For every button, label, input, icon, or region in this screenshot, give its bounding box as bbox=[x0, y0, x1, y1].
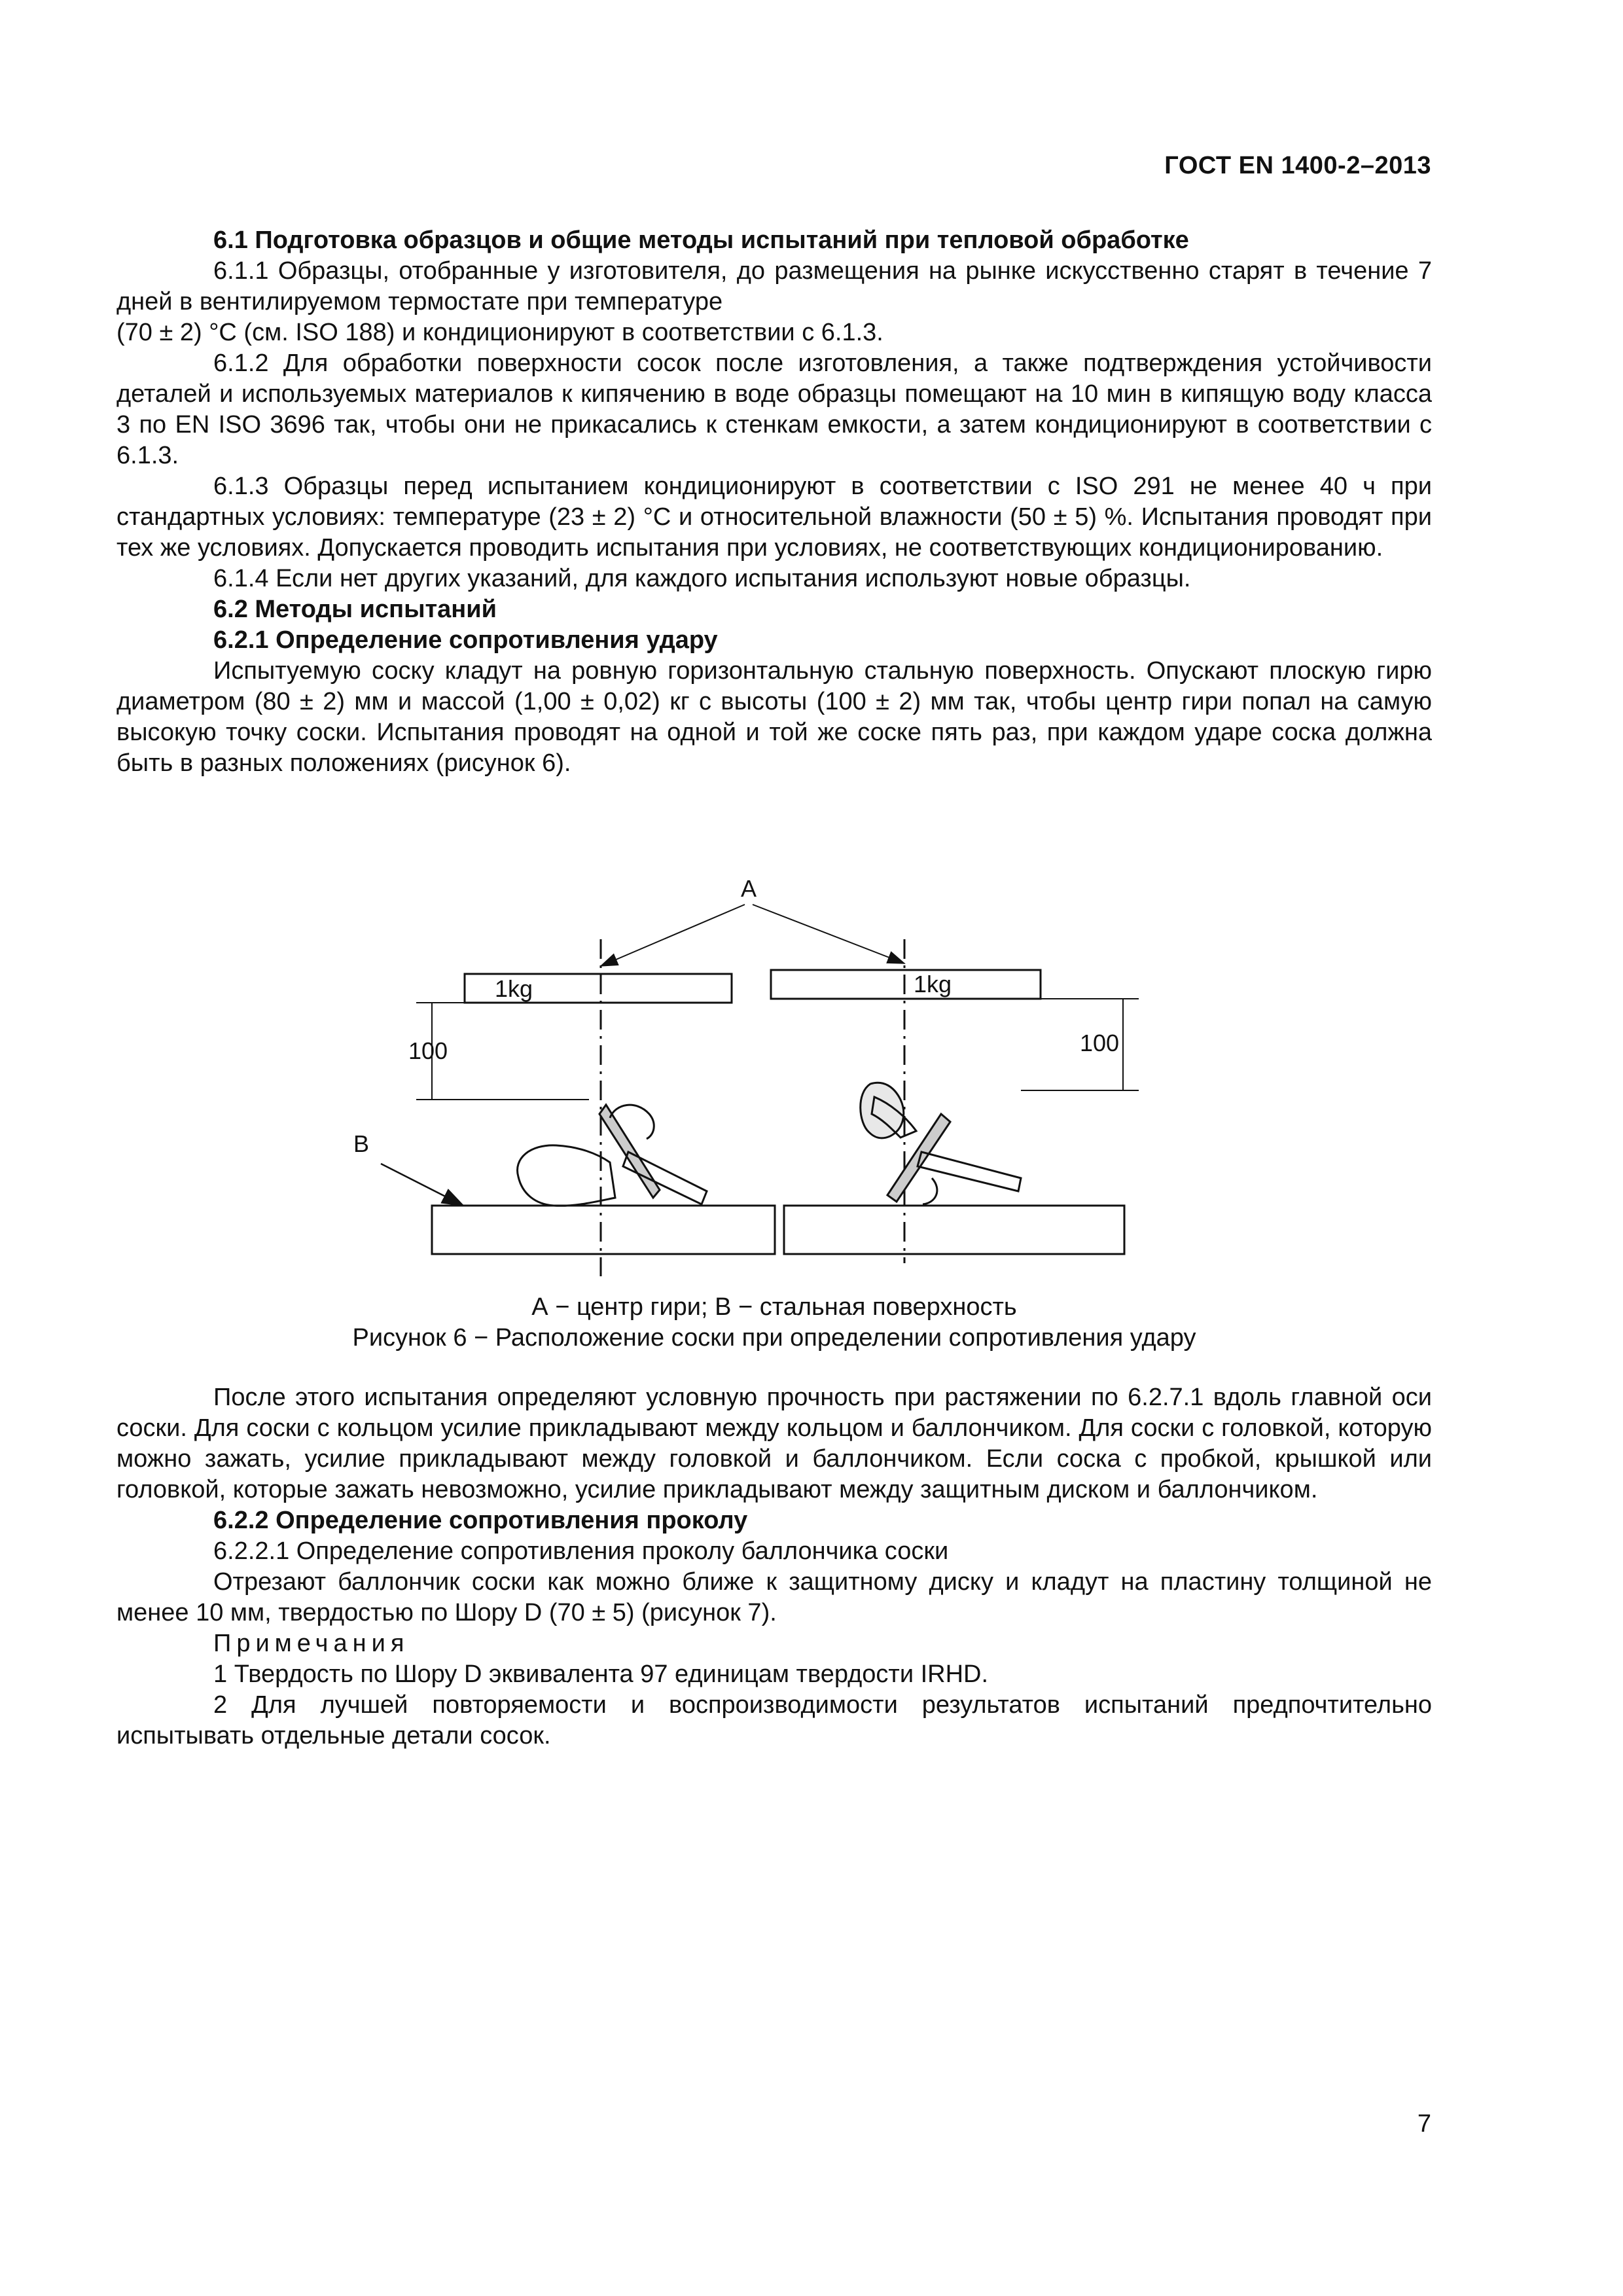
page-number: 7 bbox=[1417, 2110, 1431, 2138]
arrow-a-right bbox=[753, 905, 904, 963]
weight-right-label: 1kg bbox=[914, 971, 952, 997]
note-2: 2 Для лучшей повторяемости и воспроизводимости результатов испытаний предпочтительно испытывать отдельные детали сосок. bbox=[116, 1691, 1432, 1749]
figure-6 bbox=[353, 870, 1178, 1276]
paragraph-6-1-3: 6.1.3 Образцы перед испытанием кондиционируют в соответствии с ISO 291 не менее 40 ч при стандартных условиях: температуре (23 ± 2) °С и относительной влажности (50 ± 5) %. Испытания проводят при тех же условиях. Допускается проводить испытания при условиях, не соответствующих кондиционированию. bbox=[116, 473, 1432, 562]
weight-left-label: 1kg bbox=[495, 975, 533, 1002]
text-block-bottom bbox=[116, 1382, 1432, 1751]
pacifier-left bbox=[518, 1105, 707, 1206]
paragraph-6-1-1: 6.1.1 Образцы, отобранные у изготовителя, до размещения на рынке искусственно старят в течение 7 дней в вентилируемом термостате при температуре bbox=[116, 257, 1432, 315]
steel-surface-left bbox=[432, 1206, 775, 1254]
arrow-a-left bbox=[601, 905, 745, 966]
heading-6-2-1: 6.2.1 Определение сопротивления удару bbox=[213, 626, 718, 654]
document-header: ГОСТ EN 1400-2–2013 bbox=[1164, 152, 1431, 179]
label-b: B bbox=[353, 1130, 370, 1157]
paragraph-6-2-1: Испытуемую соску кладут на ровную горизонтальную стальную поверхность. Опускают плоскую гирю диаметром (80 ± 2) мм и массой (1,00 ± 0,02) кг с высоты (100 ± 2) мм так, чтобы центр гири попал на самую высокую точку соски. Испытания проводят на одной и той же соске пять раз, при каждом ударе соска должна быть в разных положениях (рисунок 6). bbox=[116, 657, 1432, 777]
heading-6-1: 6.1 Подготовка образцов и общие методы испытаний при тепловой обработке bbox=[213, 226, 1189, 254]
paragraph-6-2-2-1-text: Отрезают баллончик соски как можно ближе к защитному диску и кладут на пластину толщиной не менее 10 мм, твердостью по Шору D (70 ± 5) (рисунок 7). bbox=[116, 1568, 1432, 1626]
heading-6-2: 6.2 Методы испытаний bbox=[213, 596, 497, 623]
paragraph-6-1-1-cont: (70 ± 2) °С (см. ISO 188) и кондиционируют в соответствии с 6.1.3. bbox=[116, 319, 883, 346]
steel-surface-right bbox=[784, 1206, 1124, 1254]
paragraph-6-1-2: 6.1.2 Для обработки поверхности сосок после изготовления, а также подтверждения устойчивости деталей и используемых материалов к кипячению в воде образцы помещают на 10 мин в кипящую воду класса 3 по EN ISO 3696 так, чтобы они не прикасались к стенкам емкости, а затем кондиционируют в соответствии с 6.1.3. bbox=[116, 350, 1432, 469]
notes-heading: Примечания bbox=[213, 1630, 410, 1657]
figure-legend: А − центр гири; В − стальная поверхность bbox=[531, 1293, 1017, 1321]
label-a: A bbox=[740, 875, 757, 902]
height-left-label: 100 bbox=[408, 1037, 448, 1064]
paragraph-after-test: После этого испытания определяют условную прочность при растяжении по 6.2.7.1 вдоль главной оси соски. Для соски с кольцом усилие прикладывают между кольцом и баллончиком. Для соски с головкой, которую можно зажать, усилие прикладывают между головкой и баллончиком. Если соска с пробкой, крышкой или головкой, которые зажать невозможно, усилие прикладывают между защитным диском и баллончиком. bbox=[116, 1384, 1432, 1503]
paragraph-6-2-2-1: 6.2.2.1 Определение сопротивления проколу баллончика соски bbox=[213, 1537, 949, 1565]
figure-caption: Рисунок 6 − Расположение соски при определении сопротивления удару bbox=[352, 1324, 1196, 1352]
pacifier-right bbox=[861, 1083, 1021, 1204]
note-1: 1 Твердость по Шору D эквивалента 97 единицам твердости IRHD. bbox=[213, 1660, 989, 1688]
paragraph-6-1-4: 6.1.4 Если нет других указаний, для каждого испытания используют новые образцы. bbox=[213, 565, 1191, 592]
impact-test-diagram bbox=[353, 870, 1178, 1276]
height-right-label: 100 bbox=[1080, 1030, 1120, 1056]
weight-right bbox=[771, 970, 1041, 999]
arrow-b bbox=[381, 1164, 463, 1206]
text-block-top bbox=[116, 225, 1432, 779]
heading-6-2-2: 6.2.2 Определение сопротивления проколу bbox=[213, 1507, 748, 1534]
